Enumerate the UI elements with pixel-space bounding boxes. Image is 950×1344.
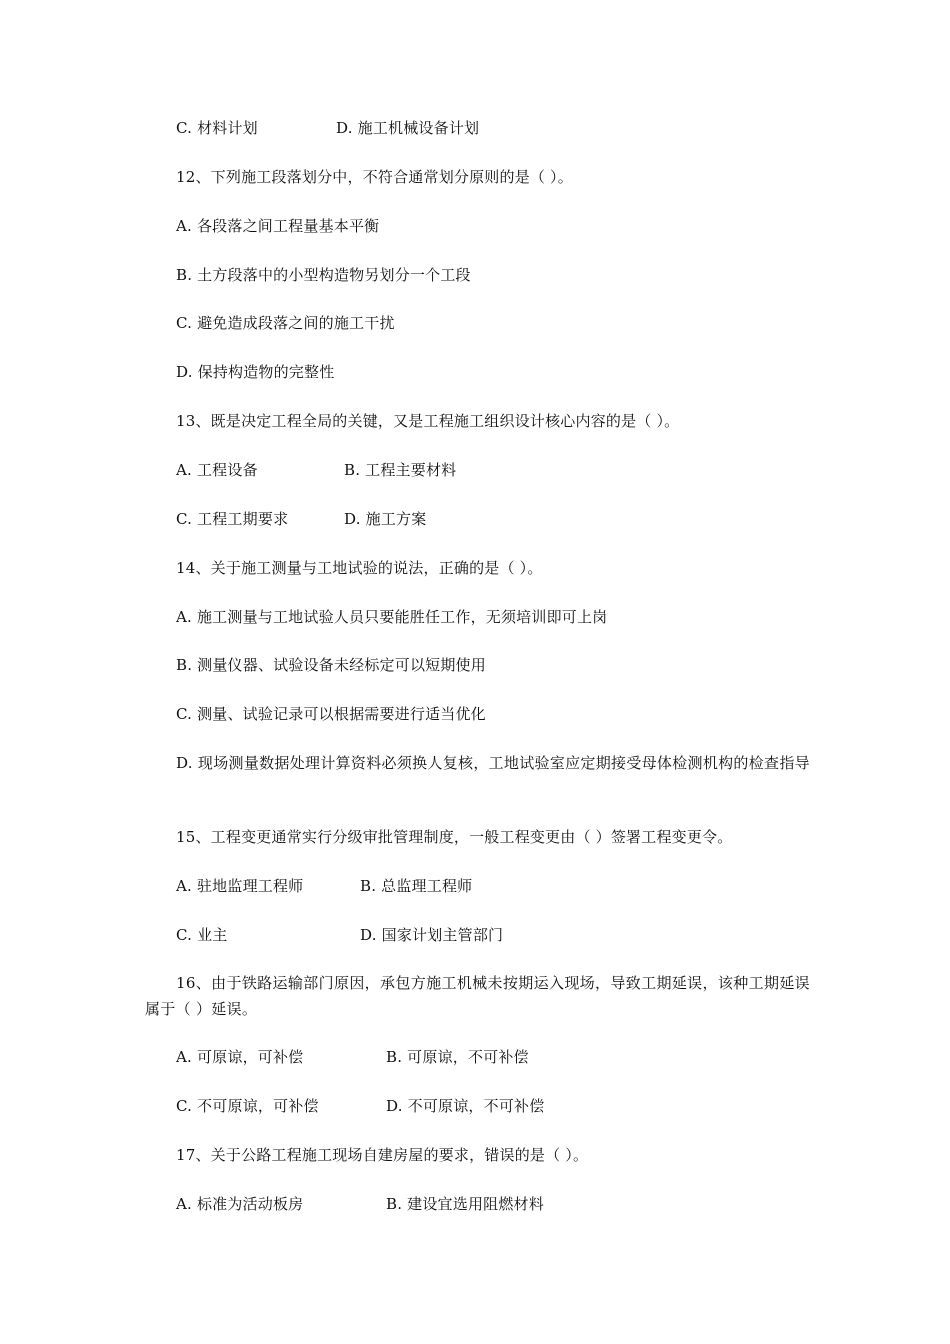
option-row [176,509,426,529]
option-a: A. 标准为活动板房 [176,1195,304,1213]
option-a: A. 施工测量与工地试验人员只要能胜任工作，无须培训即可上岗 [176,608,608,626]
option-b: B. 建设宜选用阻燃材料 [386,1195,544,1213]
option-d: D. 不可原谅，不可补偿 [386,1097,545,1115]
option-row [176,1096,544,1116]
option-b: B. 土方段落中的小型构造物另划分一个工段 [176,266,471,284]
question-15: 15、工程变更通常实行分级审批管理制度，一般工程变更由（ ）签署工程变更令。 [176,828,733,846]
option-c: C. 不可原谅，可补偿 [176,1097,319,1115]
option-row [176,460,456,480]
option-c: C. 避免造成段落之间的施工干扰 [176,314,395,332]
option-b: B. 可原谅，不可补偿 [386,1048,529,1066]
option-b: B. 测量仪器、试验设备未经标定可以短期使用 [176,656,486,674]
option-a: A. 工程设备 [176,461,258,479]
question-14: 14、关于施工测量与工地试验的说法，正确的是（ ）。 [176,559,543,577]
option-b: B. 工程主要材料 [344,461,457,479]
option-c: C. 材料计划 [176,119,258,137]
option-d: D. 现场测量数据处理计算资料必须换人复核，工地试验室应定期接受母体检测机构的检查指导 [176,754,810,772]
option-b: B. 总监理工程师 [360,877,473,895]
option-d: D. 国家计划主管部门 [360,926,504,944]
option-row [176,1047,529,1067]
option-c: C. 工程工期要求 [176,510,289,528]
question-16: 16、由于铁路运输部门原因，承包方施工机械未按期运入现场，导致工期延误，该种工期延误属于（ ）延误。 [145,974,810,1018]
option-d: D. 施工方案 [344,510,427,528]
option-a: A. 驻地监理工程师 [176,877,304,895]
option-c: C. 测量、试验记录可以根据需要进行适当优化 [176,705,486,723]
question-17: 17、关于公路工程施工现场自建房屋的要求，错误的是（ ）。 [176,1146,589,1164]
option-row [176,118,479,138]
option-d: D. 施工机械设备计划 [336,119,480,137]
option-row [176,925,503,945]
option-a: A. 可原谅，可补偿 [176,1048,304,1066]
option-a: A. 各段落之间工程量基本平衡 [176,217,380,235]
option-c: C. 业主 [176,926,228,944]
question-13: 13、既是决定工程全局的关键，又是工程施工组织设计核心内容的是（ ）。 [176,412,680,430]
option-row [176,876,472,896]
option-row [176,1194,544,1214]
question-12: 12、下列施工段落划分中，不符合通常划分原则的是（ ）。 [176,168,573,186]
option-d: D. 保持构造物的完整性 [176,363,335,381]
